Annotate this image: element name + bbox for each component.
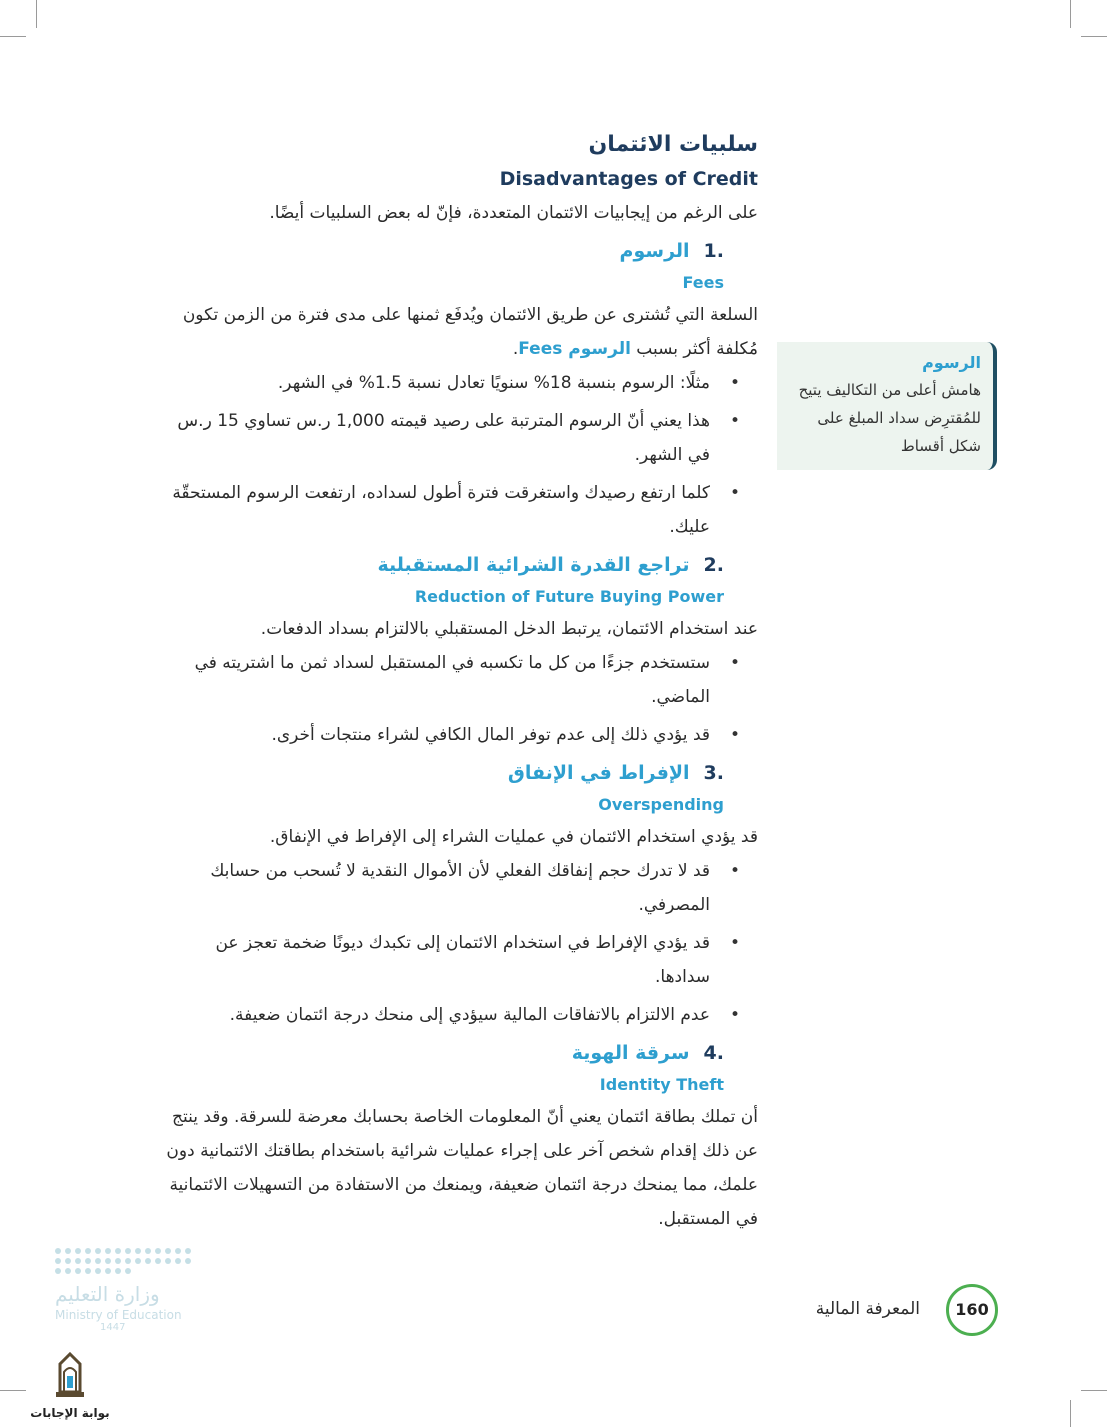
section-title: الإفراط في الإنفاق xyxy=(507,762,690,784)
section-paragraph: عند استخدام الائتمان، يرتبط الدخل المستقبلي بالالتزام بسداد الدفعات. xyxy=(260,619,758,639)
section-number: .3 xyxy=(703,762,724,784)
main-content xyxy=(160,128,758,1236)
bullet-list xyxy=(160,854,758,1032)
section-number: .4 xyxy=(703,1042,724,1064)
ministry-name-ar: وزارة التعليم xyxy=(55,1282,160,1306)
ministry-year: 1447 xyxy=(100,1322,126,1333)
page-number: 160 xyxy=(946,1284,998,1336)
intro-paragraph: على الرغم من إيجابيات الائتمان المتعددة، فإنّ له بعض السلبيات أيضًا. xyxy=(269,203,758,223)
list-item: • قد لا تدرك حجم إنفاقك الفعلي لأن الأموال النقدية لا تُسحب من حسابك المصرفي. xyxy=(160,854,710,922)
list-item: • كلما ارتفع رصيدك واستغرقت فترة أطول لسداده، ارتفعت الرسوم المستحقّة عليك. xyxy=(160,476,710,544)
ministry-name-en: Ministry of Education xyxy=(55,1308,182,1322)
list-item: • مثلًا: الرسوم بنسبة 18% سنويًا تعادل نسبة 1.5% في الشهر. xyxy=(160,366,710,400)
section-heading xyxy=(160,234,724,268)
crop-mark xyxy=(0,1390,26,1391)
portal-logo xyxy=(30,1352,110,1420)
glossary-body: هامش أعلى من التكاليف يتيح للمُقترِض سداد المبلغ على شكل أقساط xyxy=(798,381,981,455)
section-paragraph: أن تملك بطاقة ائتمان يعني أنّ المعلومات الخاصة بحسابك معرضة للسرقة. وقد ينتج عن ذلك إقدام شخص آخر على إجراء عمليات شرائية باستخدام بطاقتك الائتمانية دون علمك، مما يمنحك درجة ائتمان ضعيفة، ويمنعك من الاستفادة من التسهيلات الائتمانية في المستقبل. xyxy=(166,1107,758,1229)
list-item: • قد يؤدي ذلك إلى عدم توفر المال الكافي لشراء منتجات أخرى. xyxy=(160,718,710,752)
glossary-box xyxy=(777,342,997,470)
crop-mark xyxy=(1081,36,1107,37)
crop-mark xyxy=(1070,0,1071,28)
ministry-logo xyxy=(55,1248,205,1333)
portal-lantern-icon xyxy=(48,1352,92,1402)
list-item: • هذا يعني أنّ الرسوم المترتبة على رصيد قيمته 1,000 ر.س تساوي 15 ر.س في الشهر. xyxy=(160,404,710,472)
section-heading xyxy=(160,756,724,790)
section-paragraph: قد يؤدي استخدام الائتمان في عمليات الشراء إلى الإفراط في الإنفاق. xyxy=(269,827,758,847)
glossary-title: الرسوم xyxy=(922,353,981,372)
crop-mark xyxy=(1070,1400,1071,1427)
book-title: المعرفة المالية xyxy=(815,1299,920,1319)
section-number: .1 xyxy=(703,240,724,262)
crop-mark xyxy=(36,0,37,28)
portal-label: بوابة الإجابات xyxy=(30,1406,110,1420)
section-title: سرقة الهوية xyxy=(571,1042,690,1064)
section-title-en: Identity Theft xyxy=(599,1075,724,1094)
page-title-en: Disadvantages of Credit xyxy=(499,168,758,190)
section-title-en: Overspending xyxy=(598,795,724,814)
section-heading xyxy=(160,1036,724,1070)
section-paragraph xyxy=(160,298,758,366)
bullet-list xyxy=(160,646,758,752)
list-item: • ستستخدم جزءًا من كل ما تكسبه في المستقبل لسداد ثمن ما اشتريته في الماضي. xyxy=(160,646,710,714)
section-number: .2 xyxy=(703,554,724,576)
section-title-en: Reduction of Future Buying Power xyxy=(414,587,724,606)
fees-term: الرسوم Fees xyxy=(518,339,631,359)
crop-mark xyxy=(0,36,26,37)
paragraph-text: . xyxy=(512,339,519,359)
section-title: الرسوم xyxy=(619,240,690,262)
section-title-en: Fees xyxy=(682,273,724,292)
section-heading xyxy=(160,548,724,582)
list-item: • عدم الالتزام بالاتفاقات المالية سيؤدي إلى منحك درجة ائتمان ضعيفة. xyxy=(160,998,710,1032)
crop-mark xyxy=(1081,1390,1107,1391)
section-title: تراجع القدرة الشرائية المستقبلية xyxy=(377,554,690,576)
page-title: سلبيات الائتمان xyxy=(588,132,758,157)
ministry-dots-icon xyxy=(55,1248,195,1274)
bullet-list xyxy=(160,366,758,544)
paragraph-text: السلعة التي تُشترى عن طريق الائتمان ويُدفَع ثمنها على مدى فترة من الزمن تكون مُكلفة أكثر بسبب xyxy=(182,305,758,359)
list-item: • قد يؤدي الإفراط في استخدام الائتمان إلى تكبدك ديونًا ضخمة تعجز عن سدادها. xyxy=(160,926,710,994)
